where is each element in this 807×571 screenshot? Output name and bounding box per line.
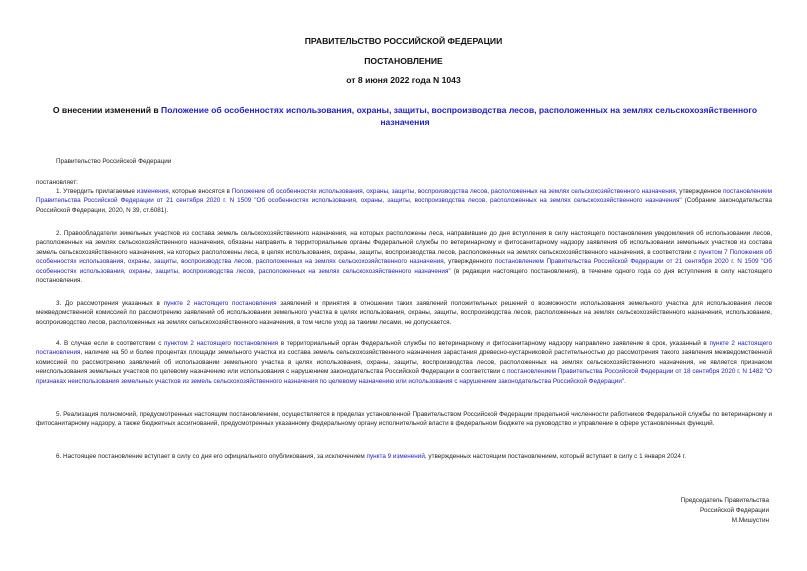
regulation-link[interactable]: Положение об особенностях использования, охраны, защиты, воспроизводства лесов, расположенных на землях сельскохозяйственного назначения xyxy=(231,188,676,195)
regulation-point-7-link[interactable]: пунктом 7 Положения об особенностях использования, охраны, защиты, воспроизводства лесов, расположенных на землях сельскохозяйственного назначения xyxy=(36,248,772,266)
resolution-1509-link[interactable]: постановлением Правительства Российской Федерации от 21 сентября 2020 г. N 1509 "Об особенностях использования, охраны, защиты, воспроизводства лесов, расположенных на землях сельскохозяйственного назначения" xyxy=(36,188,772,205)
title-prefix: О внесении изменений в xyxy=(52,105,162,115)
paragraph-2: 2. Правообладатели земельных участков из состава земель сельскохозяйственного назначения, на которых расположены леса, направившие до дня вступления в силу настоящего постановления уведомления об использовании лесов, расположенных на землях сельскохозяйственного назначения, обязаны направить в территориальные органы Федеральной службы по ветеринарному и фитосанитарному надзору заявления об использовании земельных участков из состава земель сельскохозяйственного назначения, на которых расположены леса, в целях использования, охраны, защиты, воспроизводства лесов, расположенных на землях сельскохозяйственного назначения, в соответствии с пунктом 7 Положения об особенностях использования, охраны, защиты, воспроизводства лесов, расположенных на землях сельскохозяйственного назначения, утвержденного постановлением Правительства Российской Федерации от 21 сентября 2020 г. N 1509 "Об особенностях использования, охраны, защиты, воспроизводства лесов, расположенных на землях сельскохозяйственного назначения" (в редакции настоящего постановления), в течение одного года со дня вступления в силу настоящего постановления. xyxy=(36,230,773,285)
resolution-1509-link[interactable]: постановлением Правительства Российской Федерации от 21 сентября 2020 г. N 1509 "Об особенностях использования, охраны, защиты, воспроизводства лесов, расположенных на землях сельскохозяйственного назначения" xyxy=(36,258,773,275)
resolution-1482-link[interactable]: постановлением Правительства Российской Федерации от 18 сентября 2020 г. N 1482 "О признаках неиспользования земельных участков из земель сельскохозяйственного назначения по целевому назначению или использования с нарушением законодательства Российской Федерации" xyxy=(36,368,772,385)
signature-position: Председатель Правительства xyxy=(680,497,769,504)
signature-name: М.Мишустин xyxy=(731,517,769,524)
paragraph-5: 5. Реализация полномочий, предусмотренных настоящим постановлением, осуществляется в пределах установленной Правительством Российской Федерации предельной численности работников Федеральной службы по ветеринарному и фитосанитарному надзору, а также бюджетных ассигнований, предусмотренных указанному федеральному органу исполнительной власти в федеральном бюджете на руководство и управление в сфере установленных функций. xyxy=(36,411,772,428)
signature-organization: Российской Федерации xyxy=(700,507,769,514)
point-2-link[interactable]: пункте 2 настоящего постановления xyxy=(36,340,772,357)
point-2-link[interactable]: пункте 2 настоящего постановления xyxy=(163,300,277,307)
paragraph-6: 6. Настоящее постановление вступает в силу со дня его официального опубликования, за исключением пункта 9 изменений, утвержденных настоящим постановлением, который вступает в силу с 1 января 2024 г. xyxy=(56,453,687,460)
issuer-heading: ПРАВИТЕЛЬСТВО РОССИЙСКОЙ ФЕДЕРАЦИИ xyxy=(304,36,503,46)
paragraph-3: 3. До рассмотрения указанных в пункте 2 настоящего постановления заявлений и принятия в отношении таких заявлений положительных решений о возможности использования земельного участка для использования лесов межведомственной комиссией по рассмотрению заявлений об использовании земельного участка в целях использования, охраны, защиты, воспроизводства лесов, расположенных на землях сельскохозяйственного назначения, использование, воспроизводство лесов, расположенных на землях сельскохозяйственного назначения, в том числе уход за такими лесами, не допускается. xyxy=(36,300,773,326)
changes-link[interactable]: изменения xyxy=(136,188,169,195)
paragraph-1: 1. Утвердить прилагаемые изменения, которые вносятся в Положение об особенностях использования, охраны, защиты, воспроизводства лесов, расположенных на землях сельскохозяйственного назначения, утвержденное постановлением Правительства Российской Федерации от 21 сентября 2020 г. N 1509 "Об особенностях использования, охраны, защиты, воспроизводства лесов, расположенных на землях сельскохозяйственного назначения" (Собрание законодательства Российской Федерации, 2020, N 39, ст.6081). xyxy=(36,188,773,214)
document-type-heading: ПОСТАНОВЛЕНИЕ xyxy=(364,56,443,66)
decree-line: постановляет: xyxy=(36,179,78,186)
document-date-heading: от 8 июня 2022 года N 1043 xyxy=(346,75,461,85)
point-2-link[interactable]: пунктом 2 настоящего постановления xyxy=(164,340,279,347)
title-regulation-link[interactable]: Положение об особенностях использования, охраны, защиты, воспроизводства лесов, расположенных на землях сельскохозяйственного назначения xyxy=(161,105,758,127)
government-line: Правительство Российской Федерации xyxy=(56,158,172,165)
document-title xyxy=(40,104,770,128)
paragraph-4: 4. В случае если в соответствии с пунктом 2 настоящего постановления в территориальный орган Федеральной службы по ветеринарному и фитосанитарному надзору направлено заявление в срок, указанный в пункте 2 настоящего постановления, наличие на 50 и более процентах площади земельного участка из состава земель сельскохозяйственного назначения зарастания древесно-кустарниковой растительностью до рассмотрения такого заявления межведомственной комиссией по рассмотрению заявлений об использовании земельного участка в целях использования, охраны, защиты, воспроизводства лесов, расположенных на землях сельскохозяйственного назначения, не является признаком неиспользования земельных участков по целевому назначению или использования с нарушением законодательства Российской Федерации в соответствии с постановлением Правительства Российской Федерации от 18 сентября 2020 г. N 1482 "О признаках неиспользования земельных участков из земель сельскохозяйственного назначения по целевому назначению или использования с нарушением законодательства Российской Федерации". xyxy=(36,340,772,385)
changes-point-9-link[interactable]: пункта 9 изменений xyxy=(366,453,425,460)
